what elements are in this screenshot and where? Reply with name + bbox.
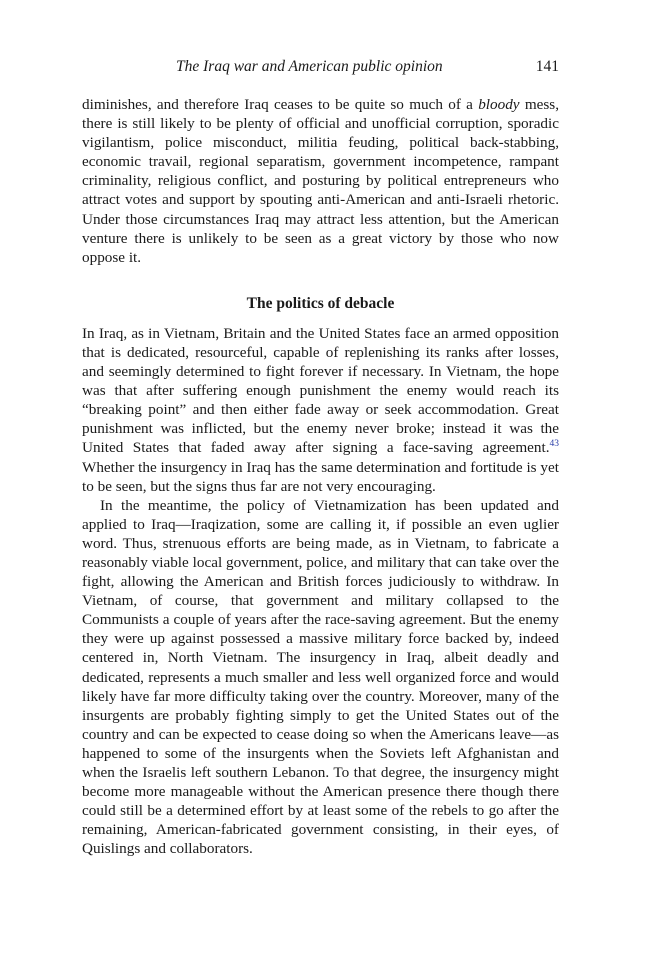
paragraph-text: Whether the insurgency in Iraq has the same determination and fortitude is yet to be seen, but the signs thus far are not very encouraging.: [82, 458, 559, 495]
running-header: [82, 58, 559, 78]
paragraph: [82, 324, 559, 496]
book-page: [82, 58, 559, 858]
paragraph-text: mess, there is still likely to be plenty of official and unofficial corruption, sporadic vigilantism, police misconduct, militia feuding, political back-stabbing, economic travail, regional separatism, government incompetence, rampant criminality, religious conflict, and posturing by political entrepreneurs who attract votes and support by spouting anti-American and anti-Israeli rhetoric. Under those circumstances Iraq may attract less attention, but the American venture there is unlikely to be seen as a great victory by those who now oppose it.: [82, 96, 560, 266]
italic-word: bloody: [478, 96, 520, 113]
paragraph-continued: [82, 95, 559, 267]
paragraph-text: diminishes, and therefore Iraq ceases to be quite so much of a: [82, 96, 479, 113]
section-heading: The politics of debacle: [246, 294, 395, 312]
footnote-reference[interactable]: 43: [549, 439, 559, 450]
running-title: The Iraq war and American public opinion: [176, 58, 443, 75]
page-number: 141: [535, 58, 559, 75]
paragraph-text: In Iraq, as in Vietnam, Britain and the United States face an armed opposition that is dedicated, resourceful, capable of replenishing its ranks after losses, and seemingly determined to fight forever if necessary. In Vietnam, the hope was that after suffering enough punishment the enemy would reach its “breaking point” and then either fade away or seek accommodation. Great punishment was inflicted, but the enemy never broke; instead it was the United States that faded away after signing a face-saving agreement.: [82, 324, 559, 457]
paragraph: In the meantime, the policy of Vietnamization has been updated and applied to Iraq—Iraqization, some are calling it, if possible an even uglier word. Thus, strenuous efforts are being made, as in Vietnam, to fabricate a reasonably viable local government, police, and military that can take over the fight, allowing the American and British forces judiciously to withdraw. In Vietnam, of course, that government and military collapsed to the Communists a couple of years after the race-saving agreement. But the enemy they were up against possessed a massive military force backed by, indeed centered in, North Vietnam. The insurgency in Iraq, albeit deadly and dedicated, represents a much smaller and less well organized force and would likely have far more difficulty taking over the country. Moreover, many of the insurgents are probably fighting simply to get the United States out of the country and can be expected to cease doing so when the Americans leave—as happened to some of the insurgents when the Soviets left Afghanistan and when the Israelis left southern Lebanon. To that degree, the insurgency might become more manageable without the American presence there though there could still be a determined effort by at least some of the rebels to go after the remaining, American-fabricated government consisting, in their eyes, of Quislings and collaborators.: [82, 496, 559, 858]
